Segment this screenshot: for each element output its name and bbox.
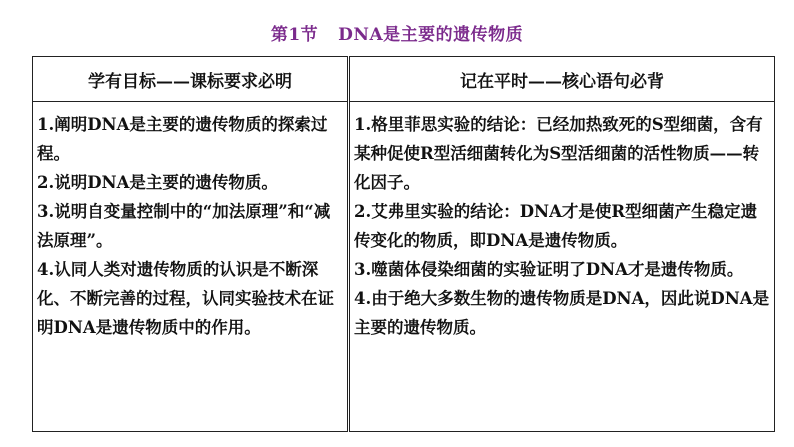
learning-goal-item: 4.认同人类对遗传物质的认识是不断深化、不断完善的过程，认同实验技术在证明DNA是遗传物质中的作用。 — [37, 260, 334, 337]
objectives-table — [32, 56, 775, 432]
learning-goals-cell — [33, 102, 349, 432]
left-column-header: 学有目标——课标要求必明 — [33, 57, 349, 102]
learning-goal-item: 3.说明自变量控制中的“加法原理”和“减法原理”。 — [37, 202, 331, 250]
learning-goal-item: 1.阐明DNA是主要的遗传物质的探索过程。 — [37, 115, 328, 163]
core-statement-item: 1.格里菲思实验的结论：已经加热致死的S型细菌，含有某种促使R型活细菌转化为S型活细菌的活性物质——转化因子。 — [354, 115, 763, 192]
core-statement-item: 2.艾弗里实验的结论：DNA才是使R型细菌产生稳定遗传变化的物质，即DNA是遗传物质。 — [354, 202, 758, 250]
core-statements-cell — [349, 102, 775, 432]
table-body-row — [33, 102, 775, 432]
section-title: DNA是主要的遗传物质 — [338, 25, 524, 45]
right-column-header: 记在平时——核心语句必背 — [349, 57, 775, 102]
learning-goal-item: 2.说明DNA是主要的遗传物质。 — [37, 173, 278, 192]
objectives-table-container — [32, 56, 774, 432]
core-statement-item: 3.噬菌体侵染细菌的实验证明了DNA才是遗传物质。 — [354, 260, 744, 279]
core-statement-item: 4.由于绝大多数生物的遗传物质是DNA，因此说DNA是主要的遗传物质。 — [354, 289, 770, 337]
table-header-row — [33, 57, 775, 102]
page-title — [0, 20, 794, 45]
section-number: 第1节 — [270, 25, 319, 45]
